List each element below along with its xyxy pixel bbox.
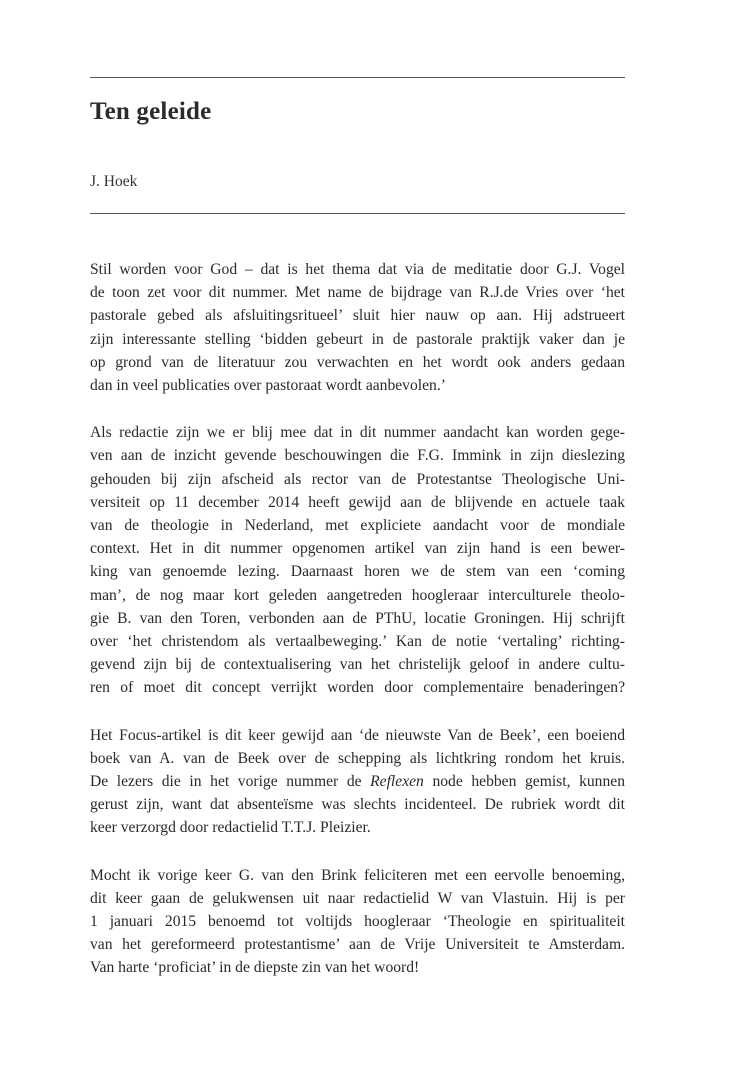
- text-line: zijn interessante stelling ‘bidden gebeurt in de pastorale praktijk vaker dan je: [90, 330, 625, 348]
- text-line: Van harte ‘proficiat’ in de diepste zin van het woord!: [90, 959, 420, 977]
- text-line: gie B. van den Toren, verbonden aan de PThU, locatie Groningen. Hij schrijft: [90, 609, 625, 627]
- text-line: ven aan de inzicht gevende beschouwingen die F.G. Immink in zijn dieslezing: [90, 447, 625, 465]
- text-line: op grond van de literatuur zou verwachten en het wordt ook anders gedaan: [90, 353, 625, 371]
- top-rule: [90, 77, 625, 78]
- text-line: Als redactie zijn we er blij mee dat in dit nummer aandacht kan worden gege-: [90, 424, 625, 442]
- text-line: versiteit op 11 december 2014 heeft gewijd aan de blijvende en actuele taak: [90, 493, 625, 511]
- text-line: de toon zet voor dit nummer. Met name de bijdrage van R.J.de Vries over ‘het: [90, 284, 625, 302]
- text-line: boek van A. van de Beek over de schepping als lichtkring rondom het kruis.: [90, 749, 625, 767]
- page-title: Ten geleide: [90, 98, 212, 125]
- text-line: gevend zijn bij de contextualisering van het christelijk geloof in andere cultu-: [90, 656, 625, 674]
- author-name: J. Hoek: [90, 173, 138, 190]
- text-line: over ‘het christendom als vertaalbeweging.’ Kan de notie ‘vertaling’ richting-: [90, 633, 625, 651]
- article-body: [90, 258, 625, 1004]
- text-line: dit keer gaan de gelukwensen uit naar redactielid W van Vlastuin. Hij is per: [90, 889, 625, 907]
- text-line: keer verzorgd door redactielid T.T.J. Pleizier.: [90, 819, 371, 837]
- paragraph: [90, 258, 625, 397]
- text-line: ren of moet dit concept verrijkt worden door complementaire benaderingen?: [90, 679, 625, 697]
- paragraph: [90, 421, 625, 699]
- text-line: king van genoemde lezing. Daarnaast horen we de stem van een ‘coming: [90, 563, 625, 581]
- text-line: man’, de nog maar kort geleden aangetreden hoogleraar interculturele theolo-: [90, 586, 625, 604]
- text-line: Stil worden voor God – dat is het thema dat via de meditatie door G.J. Vogel: [90, 261, 625, 278]
- text-line: gehouden bij zijn afscheid als rector van de Protestantse Theologische Uni-: [90, 470, 625, 488]
- text-line: dan in veel publicaties over pastoraat wordt aanbevolen.’: [90, 377, 446, 395]
- text-line: 1 januari 2015 benoemd tot voltijds hoogleraar ‘Theologie en spiritualiteit: [90, 913, 625, 931]
- header-divider: [90, 213, 625, 214]
- text-run: node hebben gemist, kunnen: [423, 773, 625, 791]
- text-line: [90, 770, 625, 793]
- text-line: Het Focus-artikel is dit keer gewijd aan ‘de nieuwste Van de Beek’, een boeiend: [90, 726, 625, 744]
- text-line: van de theologie in Nederland, met expliciete aandacht voor de mondiale: [90, 517, 625, 535]
- text-line: gerust zijn, want dat absenteïsme was slechts incidenteel. De rubriek wordt dit: [90, 796, 625, 814]
- text-run: De lezers die in het vorige nummer de: [90, 773, 371, 791]
- text-line: context. Het in dit nummer opgenomen artikel van zijn hand is een bewer-: [90, 540, 625, 558]
- paragraph: [90, 724, 625, 840]
- text-line: pastorale gebed als afsluitingsritueel’ sluit hier nauw op aan. Hij adstrueert: [90, 307, 625, 325]
- text-line: van het gereformeerd protestantisme’ aan de Vrije Universiteit te Amsterdam.: [90, 936, 625, 954]
- paragraph: [90, 864, 625, 980]
- journal-title: Reflexen: [370, 773, 424, 791]
- text-line: Mocht ik vorige keer G. van den Brink feliciteren met een eervolle benoeming,: [90, 866, 625, 884]
